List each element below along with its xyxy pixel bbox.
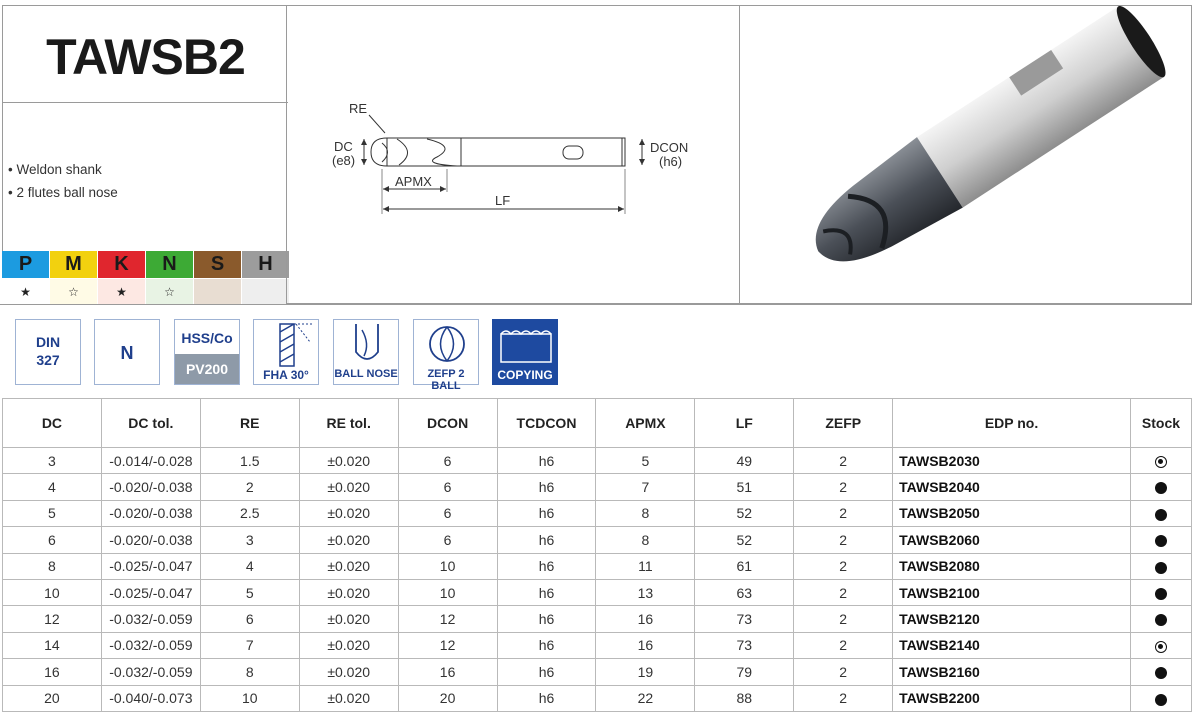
table-cell: 16 — [3, 659, 102, 685]
stock-indicator-icon — [1130, 474, 1191, 500]
table-cell: 2 — [794, 659, 893, 685]
table-cell: 22 — [596, 685, 695, 711]
table-cell: 88 — [695, 685, 794, 711]
table-cell: ±0.020 — [299, 448, 398, 474]
table-cell: 1.5 — [200, 448, 299, 474]
dc-label: DC — [334, 139, 353, 154]
table-cell: 2 — [794, 527, 893, 553]
iso-letter: N — [146, 251, 193, 278]
stock-indicator-icon — [1130, 448, 1191, 474]
tool-type-n-icon — [94, 319, 160, 385]
stock-dot-icon — [1155, 667, 1167, 679]
product-title: TAWSB2 — [46, 29, 245, 85]
table-cell: ±0.020 — [299, 685, 398, 711]
table-cell: 5 — [3, 500, 102, 526]
din-number: 327 — [36, 352, 60, 368]
edp-number: TAWSB2060 — [893, 527, 1131, 553]
table-cell: 20 — [3, 685, 102, 711]
table-cell: 52 — [695, 500, 794, 526]
two-flute-ball-icon — [414, 320, 480, 368]
table-cell: 73 — [695, 632, 794, 658]
table-cell: 6 — [398, 500, 497, 526]
iso-letter: S — [194, 251, 241, 278]
table-cell: 19 — [596, 659, 695, 685]
edp-number: TAWSB2140 — [893, 632, 1131, 658]
table-cell: 4 — [200, 553, 299, 579]
table-cell: -0.020/-0.038 — [101, 474, 200, 500]
iso-letter: H — [242, 251, 289, 278]
table-cell: ±0.020 — [299, 474, 398, 500]
table-cell: -0.025/-0.047 — [101, 553, 200, 579]
table-cell: h6 — [497, 448, 596, 474]
feature-item: • 2 flutes ball nose — [8, 181, 118, 204]
copying-label: COPYING — [497, 368, 553, 382]
material-coating-icon — [174, 319, 240, 385]
table-cell: 14 — [3, 632, 102, 658]
table-cell: 12 — [398, 632, 497, 658]
table-row — [3, 659, 1192, 685]
zefp-label: ZEFP 2 BALL — [427, 368, 465, 392]
table-cell: h6 — [497, 553, 596, 579]
edp-number: TAWSB2050 — [893, 500, 1131, 526]
table-cell: ±0.020 — [299, 553, 398, 579]
edp-number: TAWSB2100 — [893, 579, 1131, 605]
table-cell: -0.025/-0.047 — [101, 579, 200, 605]
column-header: DC tol. — [101, 399, 200, 448]
table-cell: 8 — [596, 527, 695, 553]
ball-nose-symbol-icon — [334, 320, 400, 368]
iso-rating: ★ — [98, 278, 145, 304]
product-photo-panel — [739, 5, 1192, 304]
tool-drawing — [287, 6, 739, 303]
table-cell: 10 — [3, 579, 102, 605]
helix-angle-icon — [253, 319, 319, 385]
feature-item: • Weldon shank — [8, 158, 118, 181]
table-cell: 2 — [794, 500, 893, 526]
table-cell: h6 — [497, 659, 596, 685]
iso-letter: K — [98, 251, 145, 278]
stock-dot-icon — [1155, 588, 1167, 600]
table-cell: 2 — [794, 579, 893, 605]
table-cell: h6 — [497, 579, 596, 605]
ball-nose-icon — [333, 319, 399, 385]
table-row — [3, 632, 1192, 658]
table-cell: 6 — [398, 448, 497, 474]
iso-material-grid — [2, 251, 290, 304]
iso-group-m — [50, 251, 98, 304]
table-cell: 6 — [3, 527, 102, 553]
spec-table — [2, 398, 1192, 712]
iso-group-n — [146, 251, 194, 304]
table-cell: 2 — [794, 685, 893, 711]
coating-label: PV200 — [175, 354, 239, 384]
iso-rating — [242, 278, 289, 304]
table-row — [3, 448, 1192, 474]
iso-letter: M — [50, 251, 97, 278]
stock-indicator-icon — [1130, 632, 1191, 658]
copying-icon — [492, 319, 558, 385]
edp-number: TAWSB2120 — [893, 606, 1131, 632]
table-cell: h6 — [497, 500, 596, 526]
table-row — [3, 527, 1192, 553]
feature-list — [8, 158, 118, 204]
stock-indicator-icon — [1130, 527, 1191, 553]
table-row — [3, 579, 1192, 605]
table-cell: 20 — [398, 685, 497, 711]
table-row — [3, 685, 1192, 711]
stock-dot-icon — [1155, 535, 1167, 547]
table-cell: 63 — [695, 579, 794, 605]
table-cell: 16 — [596, 632, 695, 658]
table-cell: 6 — [398, 527, 497, 553]
table-cell: -0.032/-0.059 — [101, 606, 200, 632]
din-327-icon — [15, 319, 81, 385]
table-header-row — [3, 399, 1192, 448]
table-row — [3, 606, 1192, 632]
iso-group-h — [242, 251, 290, 304]
edp-number: TAWSB2080 — [893, 553, 1131, 579]
stock-indicator-icon — [1130, 659, 1191, 685]
dc-tolerance-label: (e8) — [332, 153, 356, 168]
table-cell: 12 — [3, 606, 102, 632]
stock-ring-icon — [1155, 641, 1167, 653]
table-cell: 10 — [398, 579, 497, 605]
table-cell: 73 — [695, 606, 794, 632]
column-header: TCDCON — [497, 399, 596, 448]
iso-rating: ★ — [2, 278, 49, 304]
stock-dot-icon — [1155, 509, 1167, 521]
table-cell: h6 — [497, 685, 596, 711]
table-cell: 6 — [398, 474, 497, 500]
column-header: LF — [695, 399, 794, 448]
zefp-2-ball-icon — [413, 319, 479, 392]
column-header: DCON — [398, 399, 497, 448]
iso-rating: ☆ — [146, 278, 193, 304]
table-cell: h6 — [497, 632, 596, 658]
table-cell: h6 — [497, 527, 596, 553]
helix-icon — [254, 320, 320, 368]
table-row — [3, 553, 1192, 579]
apmx-label: APMX — [395, 174, 432, 189]
table-row — [3, 500, 1192, 526]
table-cell: 5 — [596, 448, 695, 474]
table-cell: -0.020/-0.038 — [101, 527, 200, 553]
table-cell: 2 — [794, 448, 893, 474]
tool-photo — [740, 6, 1191, 303]
table-cell: 4 — [3, 474, 102, 500]
title-panel — [2, 5, 288, 103]
table-cell: 2.5 — [200, 500, 299, 526]
table-cell: 51 — [695, 474, 794, 500]
stock-indicator-icon — [1130, 606, 1191, 632]
table-cell: 10 — [398, 553, 497, 579]
table-cell: -0.032/-0.059 — [101, 659, 200, 685]
column-header: RE tol. — [299, 399, 398, 448]
table-cell: 49 — [695, 448, 794, 474]
edp-number: TAWSB2030 — [893, 448, 1131, 474]
ball-nose-label: BALL NOSE — [334, 368, 398, 380]
iso-letter: P — [2, 251, 49, 278]
tool-type-label: N — [120, 343, 134, 363]
substrate-label: HSS/Co — [181, 330, 233, 346]
table-cell: 10 — [200, 685, 299, 711]
column-header: EDP no. — [893, 399, 1131, 448]
table-cell: 8 — [3, 553, 102, 579]
table-cell: 16 — [596, 606, 695, 632]
iso-rating — [194, 278, 241, 304]
table-cell: ±0.020 — [299, 659, 398, 685]
edp-number: TAWSB2040 — [893, 474, 1131, 500]
table-cell: 2 — [794, 632, 893, 658]
copying-symbol-icon — [493, 320, 559, 368]
lf-label: LF — [495, 193, 511, 208]
iso-rating: ☆ — [50, 278, 97, 304]
stock-indicator-icon — [1130, 500, 1191, 526]
table-cell: -0.020/-0.038 — [101, 500, 200, 526]
stock-indicator-icon — [1130, 553, 1191, 579]
stock-dot-icon — [1155, 562, 1167, 574]
table-cell: ±0.020 — [299, 606, 398, 632]
re-label: RE — [349, 101, 368, 116]
dcon-tolerance-label: (h6) — [659, 154, 683, 169]
iso-group-k — [98, 251, 146, 304]
table-cell: -0.014/-0.028 — [101, 448, 200, 474]
table-cell: 13 — [596, 579, 695, 605]
table-cell: 2 — [794, 553, 893, 579]
table-cell: 52 — [695, 527, 794, 553]
table-cell: 8 — [596, 500, 695, 526]
edp-number: TAWSB2200 — [893, 685, 1131, 711]
stock-indicator-icon — [1130, 579, 1191, 605]
table-cell: 3 — [3, 448, 102, 474]
column-header: Stock — [1130, 399, 1191, 448]
table-cell: 2 — [794, 606, 893, 632]
table-cell: 11 — [596, 553, 695, 579]
feature-icon-row — [0, 304, 1192, 398]
table-cell: 2 — [794, 474, 893, 500]
table-cell: 16 — [398, 659, 497, 685]
table-cell: 7 — [200, 632, 299, 658]
stock-dot-icon — [1155, 614, 1167, 626]
table-cell: -0.032/-0.059 — [101, 632, 200, 658]
table-cell: 7 — [596, 474, 695, 500]
technical-drawing-panel — [286, 5, 740, 304]
table-cell: 8 — [200, 659, 299, 685]
table-cell: ±0.020 — [299, 632, 398, 658]
column-header: ZEFP — [794, 399, 893, 448]
column-header: APMX — [596, 399, 695, 448]
table-cell: 2 — [200, 474, 299, 500]
table-row — [3, 474, 1192, 500]
stock-dot-icon — [1155, 482, 1167, 494]
table-cell: 79 — [695, 659, 794, 685]
stock-dot-icon — [1155, 694, 1167, 706]
edp-number: TAWSB2160 — [893, 659, 1131, 685]
column-header: DC — [3, 399, 102, 448]
stock-indicator-icon — [1130, 685, 1191, 711]
table-cell: ±0.020 — [299, 500, 398, 526]
table-cell: 12 — [398, 606, 497, 632]
table-cell: h6 — [497, 474, 596, 500]
table-body — [3, 448, 1192, 712]
table-cell: 61 — [695, 553, 794, 579]
iso-group-s — [194, 251, 242, 304]
table-cell: ±0.020 — [299, 527, 398, 553]
table-cell: 3 — [200, 527, 299, 553]
dcon-label: DCON — [650, 140, 689, 155]
table-cell: 6 — [200, 606, 299, 632]
table-cell: h6 — [497, 606, 596, 632]
stock-ring-icon — [1155, 456, 1167, 468]
table-cell: ±0.020 — [299, 579, 398, 605]
table-cell: 5 — [200, 579, 299, 605]
helix-angle-label: FHA 30° — [263, 368, 309, 382]
din-label: DIN — [35, 334, 61, 350]
column-header: RE — [200, 399, 299, 448]
table-cell: -0.040/-0.073 — [101, 685, 200, 711]
iso-group-p — [2, 251, 50, 304]
